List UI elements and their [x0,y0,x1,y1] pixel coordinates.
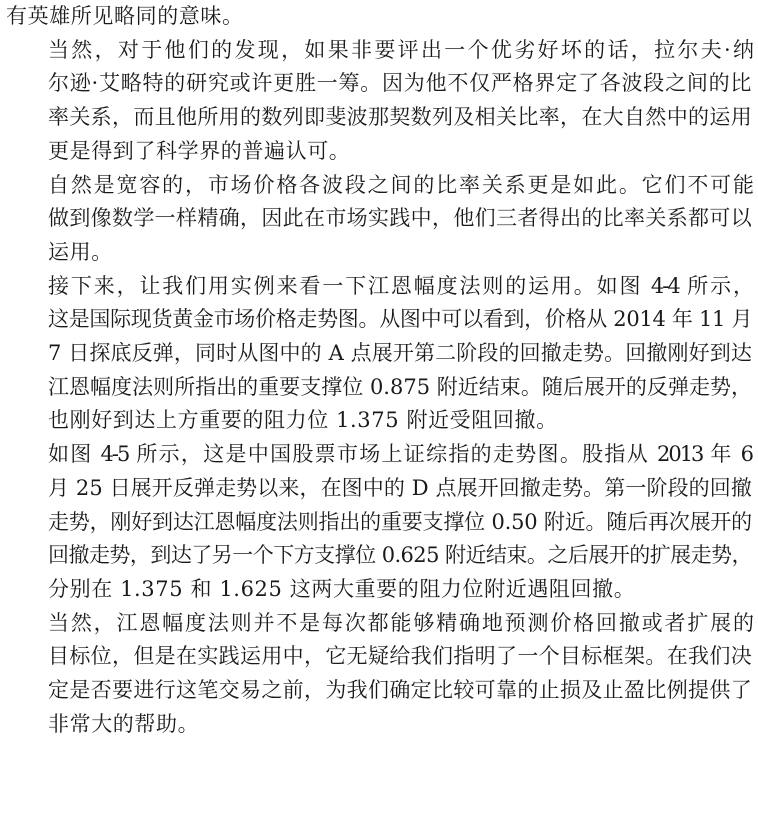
text-line: 非常大的帮助。 [48,711,200,736]
text-line: 尔逊·艾略特的研究或许更胜一筹。因为他不仅严格界定了各波段之间的比 [48,71,752,96]
text-line: 这是国际现货黄金市场价格走势图。从图中可以看到，价格从 2014 年 11 月 [48,307,753,332]
text-line: 自然是宽容的，市场价格各波段之间的比率关系更是如此。它们不可能 [48,172,752,197]
text-line: 如图 4-5 所示，这是中国股票市场上证综指的走势图。股指从 2013 年 6 [48,442,752,467]
text-line: 也刚好到达上方重要的阻力位 1.375 附近受阻回撤。 [48,408,558,433]
paragraph-6 [6,607,752,742]
paragraph-1 [6,0,752,34]
text-line: 目标位，但是在实践运用中，它无疑给我们指明了一个目标框架。在我们决 [48,644,752,669]
text-line: 回撤走势，到达了另一个下方支撑位 0.625 附近结束。之后展开的扩展走势， [48,543,752,568]
text-line: 更是得到了科学界的普遍认可。 [48,138,351,163]
text-line: 接下来，让我们用实例来看一下江恩幅度法则的运用。如图 4-4 所示， [48,273,752,298]
text-line: 做到像数学一样精确，因此在市场实践中，他们三者得出的比率关系都可以 [48,206,752,231]
text-line: 7 日探底反弹，同时从图中的 A 点展开第二阶段的回撤走势。回撤刚好到达 [48,341,752,366]
text-line: 运用。 [48,239,113,264]
paragraph-5 [6,438,752,607]
text-line: 当然，江恩幅度法则并不是每次都能够精确地预测价格回撤或者扩展的 [48,610,752,635]
text-line: 率关系，而且他所用的数列即斐波那契数列及相关比率，在大自然中的运用 [48,105,752,130]
paragraph-3 [6,169,752,270]
document-page [6,0,752,741]
text-line: 走势，刚好到达江恩幅度法则指出的重要支撑位 0.50 附近。随后再次展开的 [48,509,752,534]
paragraph-2 [6,34,752,169]
text-line: 当然，对于他们的发现，如果非要评出一个优劣好坏的话，拉尔夫·纳 [48,37,752,62]
text-line: 月 25 日展开反弹走势以来，在图中的 D 点展开回撤走势。第一阶段的回撤 [48,475,752,500]
text-line: 有英雄所见略同的意味。 [6,4,244,28]
text-line: 江恩幅度法则所指出的重要支撑位 0.875 附近结束。随后展开的反弹走势， [48,374,752,399]
paragraph-4 [6,270,752,439]
text-line: 定是否要进行这笔交易之前，为我们确定比较可靠的止损及止盈比例提供了 [48,678,752,703]
text-line: 分别在 1.375 和 1.625 这两大重要的阻力位附近遇阻回撤。 [48,576,636,601]
